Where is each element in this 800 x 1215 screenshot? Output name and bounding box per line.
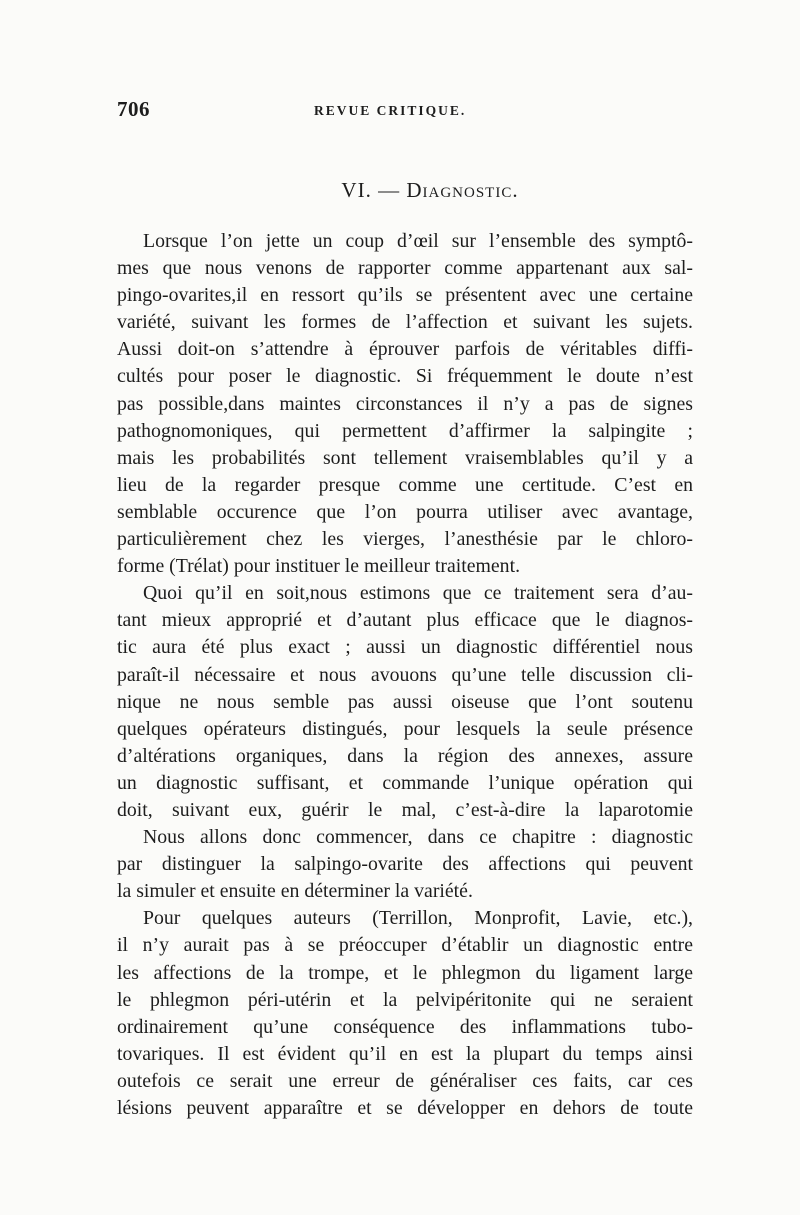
text-line: le phlegmon péri-utérin et la pelvipéritonite qui ne seraient xyxy=(117,988,693,1011)
text-line: Nous allons donc commencer, dans ce chapitre : diagnostic xyxy=(143,826,693,849)
text-line: cultés pour poser le diagnostic. Si fréquemment le doute n’est xyxy=(117,365,693,388)
page-header xyxy=(117,97,693,125)
text-line: paraît-il nécessaire et nous avouons qu’une telle discussion cli- xyxy=(117,663,693,686)
text-line: pathognomoniques, qui permettent d’affirmer la salpingite ; xyxy=(117,419,693,442)
text-line: semblable occurence que l’on pourra utiliser avec avantage, xyxy=(117,500,693,523)
section-title: Diagnostic. xyxy=(406,178,519,202)
text-line: outefois ce serait une erreur de généraliser ces faits, car ces xyxy=(117,1069,693,1092)
text-line: par distinguer la salpingo-ovarite des affections qui peuvent xyxy=(117,853,693,876)
text-line: d’altérations organiques, dans la région des annexes, assure xyxy=(117,744,693,767)
text-line: tovariques. Il est évident qu’il en est la plupart du temps ainsi xyxy=(117,1042,693,1065)
text-line: pingo-ovarites,il en ressort qu’ils se présentent avec une certaine xyxy=(117,284,693,307)
text-line: lésions peuvent apparaître et se développer en dehors de toute xyxy=(117,1097,693,1119)
text-line: Quoi qu’il en soit,nous estimons que ce traitement sera d’au- xyxy=(143,582,693,605)
text-line: quelques opérateurs distingués, pour lesquels la seule présence xyxy=(117,717,693,740)
text-line: mais les probabilités sont tellement vraisemblables qu’il y a xyxy=(117,446,693,469)
text-line: la simuler et ensuite en déterminer la variété. xyxy=(117,880,473,903)
running-head: REVUE CRITIQUE. xyxy=(314,103,467,118)
section-heading xyxy=(0,178,800,203)
text-line: tant mieux approprié et d’autant plus efficace que le diagnos- xyxy=(117,609,693,632)
text-line: lieu de la regarder presque comme une certitude. C’est en xyxy=(117,473,693,496)
text-line: forme (Trélat) pour instituer le meilleur traitement. xyxy=(117,555,521,578)
text-line: tic aura été plus exact ; aussi un diagnostic différentiel nous xyxy=(117,636,693,659)
text-line: Lorsque l’on jette un coup d’œil sur l’ensemble des symptô- xyxy=(143,230,693,252)
text-line: doit, suivant eux, guérir le mal, c’est-à-dire la laparotomie xyxy=(117,798,693,821)
text-line: Aussi doit-on s’attendre à éprouver parfois de véritables diffi- xyxy=(117,338,693,361)
text-line: nique ne nous semble pas aussi oiseuse que l’ont soutenu xyxy=(117,690,693,713)
text-line: il n’y aurait pas à se préoccuper d’établir un diagnostic entre xyxy=(117,934,693,957)
body-text xyxy=(117,228,693,1122)
section-number: VI. — xyxy=(341,178,401,202)
text-line: les affections de la trompe, et le phlegmon du ligament large xyxy=(117,961,693,984)
text-line: particulièrement chez les vierges, l’anesthésie par le chloro- xyxy=(117,528,693,551)
text-line: ordinairement qu’une conséquence des inflammations tubo- xyxy=(117,1015,693,1038)
text-line: pas possible,dans maintes circonstances il n’y a pas de signes xyxy=(117,392,693,415)
text-line: variété, suivant les formes de l’affection et suivant les sujets. xyxy=(117,311,693,334)
text-line: Pour quelques auteurs (Terrillon, Monprofit, Lavie, etc.), xyxy=(143,907,693,930)
text-line: un diagnostic suffisant, et commande l’unique opération qui xyxy=(117,771,693,794)
page-number: 706 xyxy=(117,97,150,121)
text-line: mes que nous venons de rapporter comme appartenant aux sal- xyxy=(117,257,693,280)
